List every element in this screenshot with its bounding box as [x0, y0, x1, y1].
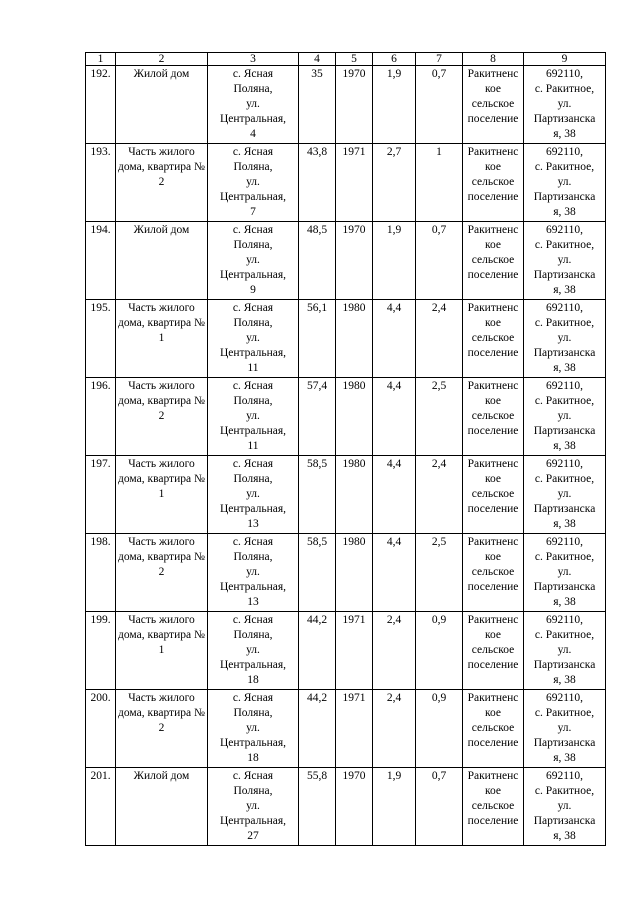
col6-value: 2,4 [373, 612, 416, 690]
object-address-line: 13 [247, 596, 259, 608]
settlement-name [463, 612, 524, 690]
row-number: 198. [86, 534, 116, 612]
holder-address-line: Партизанска [533, 737, 596, 749]
object-address [208, 144, 299, 222]
object-address-line: ул. [246, 722, 260, 734]
settlement-name-line: сельское [471, 644, 515, 656]
object-name: Часть жилого дома, квартира № 1 [116, 456, 208, 534]
holder-address [524, 534, 606, 612]
property-registry-table [85, 52, 606, 846]
table-row [86, 534, 606, 612]
holder-address-line: я, 38 [553, 674, 576, 686]
area-value: 56,1 [299, 300, 336, 378]
settlement-name-line: кое [485, 317, 501, 329]
holder-address [524, 612, 606, 690]
object-address-line: 27 [247, 830, 259, 842]
object-address-line: ул. [246, 254, 260, 266]
holder-address-line: 692110, [546, 770, 583, 782]
object-address-line: с. Ясная [232, 380, 274, 392]
holder-address-line: я, 38 [553, 518, 576, 530]
holder-address-line: Партизанска [533, 659, 596, 671]
holder-address-line: 692110, [546, 146, 583, 158]
object-address-line: ул. [246, 410, 260, 422]
holder-address-line: я, 38 [553, 830, 576, 842]
holder-address-line: с. Ракитное, [534, 629, 595, 641]
settlement-name-line: Ракитненс [467, 458, 519, 470]
holder-address-line: я, 38 [553, 440, 576, 452]
object-address-line: с. Ясная [232, 224, 274, 236]
table-row [86, 690, 606, 768]
object-address [208, 378, 299, 456]
col7-value: 0,9 [416, 690, 463, 768]
holder-address-line: Партизанска [533, 815, 596, 827]
column-header: 1 [86, 53, 116, 66]
col6-value: 1,9 [373, 222, 416, 300]
object-address-line: ул. [246, 176, 260, 188]
settlement-name-line: Ракитненс [467, 302, 519, 314]
object-name: Часть жилого дома, квартира № 1 [116, 300, 208, 378]
object-address-line: Поляна, [233, 395, 273, 407]
object-address-line: Поляна, [233, 161, 273, 173]
col6-value: 4,4 [373, 456, 416, 534]
holder-address-line: с. Ракитное, [534, 551, 595, 563]
settlement-name-line: Ракитненс [467, 692, 519, 704]
col7-value: 0,9 [416, 612, 463, 690]
holder-address-line: ул. [557, 488, 572, 500]
col6-value: 4,4 [373, 378, 416, 456]
col7-value: 0,7 [416, 768, 463, 846]
settlement-name-line: Ракитненс [467, 224, 519, 236]
settlement-name-line: кое [485, 629, 501, 641]
holder-address [524, 144, 606, 222]
row-number: 199. [86, 612, 116, 690]
holder-address-line: 692110, [546, 302, 583, 314]
object-name: Жилой дом [116, 768, 208, 846]
settlement-name-line: кое [485, 239, 501, 251]
holder-address-line: я, 38 [553, 596, 576, 608]
object-name: Часть жилого дома, квартира № 2 [116, 534, 208, 612]
table-row [86, 612, 606, 690]
settlement-name-line: сельское [471, 488, 515, 500]
settlement-name-line: поселение [467, 113, 519, 125]
col6-value: 2,4 [373, 690, 416, 768]
settlement-name-line: кое [485, 161, 501, 173]
holder-address-line: 692110, [546, 68, 583, 80]
object-address-line: ул. [246, 488, 260, 500]
holder-address-line: я, 38 [553, 128, 576, 140]
object-address-line: Центральная, [219, 581, 287, 593]
object-name: Жилой дом [116, 222, 208, 300]
holder-address-line: Партизанска [533, 269, 596, 281]
object-address-line: Центральная, [219, 191, 287, 203]
object-address-line: Центральная, [219, 269, 287, 281]
row-number: 194. [86, 222, 116, 300]
settlement-name-line: сельское [471, 98, 515, 110]
object-address [208, 456, 299, 534]
holder-address [524, 222, 606, 300]
object-name: Часть жилого дома, квартира № 2 [116, 690, 208, 768]
year-value: 1971 [336, 144, 373, 222]
holder-address [524, 300, 606, 378]
holder-address-line: Партизанска [533, 347, 596, 359]
row-number: 192. [86, 66, 116, 144]
object-address-line: Поляна, [233, 239, 273, 251]
object-address-line: ул. [246, 566, 260, 578]
table-row [86, 456, 606, 534]
object-name: Часть жилого дома, квартира № 1 [116, 612, 208, 690]
object-address-line: 7 [250, 206, 256, 218]
object-address-line: ул. [246, 332, 260, 344]
holder-address-line: ул. [557, 176, 572, 188]
settlement-name [463, 144, 524, 222]
settlement-name-line: кое [485, 785, 501, 797]
settlement-name-line: кое [485, 707, 501, 719]
object-address-line: 4 [250, 128, 256, 140]
object-address-line: 11 [247, 362, 259, 374]
holder-address [524, 690, 606, 768]
settlement-name-line: кое [485, 83, 501, 95]
holder-address-line: с. Ракитное, [534, 317, 595, 329]
year-value: 1980 [336, 300, 373, 378]
settlement-name [463, 300, 524, 378]
object-address-line: ул. [246, 98, 260, 110]
object-address-line: Поляна, [233, 785, 273, 797]
table-row [86, 66, 606, 144]
object-address [208, 768, 299, 846]
object-address [208, 612, 299, 690]
column-header: 3 [208, 53, 299, 66]
settlement-name-line: сельское [471, 566, 515, 578]
column-header: 5 [336, 53, 373, 66]
holder-address-line: Партизанска [533, 581, 596, 593]
table-row [86, 378, 606, 456]
object-address-line: с. Ясная [232, 302, 274, 314]
holder-address-line: 692110, [546, 458, 583, 470]
settlement-name-line: Ракитненс [467, 68, 519, 80]
settlement-name [463, 534, 524, 612]
settlement-name-line: поселение [467, 269, 519, 281]
area-value: 44,2 [299, 612, 336, 690]
object-address-line: Центральная, [219, 815, 287, 827]
settlement-name-line: сельское [471, 410, 515, 422]
settlement-name-line: поселение [467, 581, 519, 593]
settlement-name [463, 768, 524, 846]
holder-address-line: Партизанска [533, 113, 596, 125]
table-row [86, 144, 606, 222]
object-address-line: ул. [246, 644, 260, 656]
object-address-line: Центральная, [219, 659, 287, 671]
settlement-name [463, 456, 524, 534]
holder-address-line: с. Ракитное, [534, 785, 595, 797]
settlement-name-line: поселение [467, 737, 519, 749]
settlement-name-line: сельское [471, 722, 515, 734]
object-address-line: Центральная, [219, 425, 287, 437]
column-number-row [86, 53, 606, 66]
holder-address-line: ул. [557, 644, 572, 656]
col7-value: 0,7 [416, 66, 463, 144]
settlement-name-line: поселение [467, 659, 519, 671]
holder-address-line: 692110, [546, 536, 583, 548]
holder-address-line: 692110, [546, 614, 583, 626]
holder-address [524, 66, 606, 144]
holder-address-line: с. Ракитное, [534, 473, 595, 485]
row-number: 193. [86, 144, 116, 222]
col6-value: 1,9 [373, 66, 416, 144]
col7-value: 2,4 [416, 300, 463, 378]
settlement-name-line: Ракитненс [467, 380, 519, 392]
holder-address-line: Партизанска [533, 191, 596, 203]
col6-value: 1,9 [373, 768, 416, 846]
row-number: 195. [86, 300, 116, 378]
holder-address [524, 378, 606, 456]
area-value: 43,8 [299, 144, 336, 222]
object-address-line: Центральная, [219, 737, 287, 749]
object-address [208, 222, 299, 300]
holder-address [524, 768, 606, 846]
area-value: 44,2 [299, 690, 336, 768]
object-address-line: 11 [247, 440, 259, 452]
settlement-name-line: сельское [471, 332, 515, 344]
area-value: 58,5 [299, 534, 336, 612]
column-header: 7 [416, 53, 463, 66]
col6-value: 2,7 [373, 144, 416, 222]
object-address-line: Центральная, [219, 503, 287, 515]
holder-address-line: ул. [557, 98, 572, 110]
column-header: 6 [373, 53, 416, 66]
holder-address-line: с. Ракитное, [534, 707, 595, 719]
holder-address [524, 456, 606, 534]
object-address-line: Центральная, [219, 347, 287, 359]
col7-value: 2,4 [416, 456, 463, 534]
holder-address-line: ул. [557, 800, 572, 812]
col7-value: 0,7 [416, 222, 463, 300]
holder-address-line: с. Ракитное, [534, 395, 595, 407]
area-value: 48,5 [299, 222, 336, 300]
object-address [208, 690, 299, 768]
object-address [208, 534, 299, 612]
row-number: 196. [86, 378, 116, 456]
holder-address-line: 692110, [546, 380, 583, 392]
settlement-name-line: кое [485, 473, 501, 485]
settlement-name-line: кое [485, 551, 501, 563]
year-value: 1970 [336, 222, 373, 300]
object-address-line: с. Ясная [232, 458, 274, 470]
object-address-line: Центральная, [219, 113, 287, 125]
object-address-line: с. Ясная [232, 68, 274, 80]
settlement-name-line: сельское [471, 176, 515, 188]
area-value: 55,8 [299, 768, 336, 846]
holder-address-line: я, 38 [553, 206, 576, 218]
settlement-name-line: сельское [471, 254, 515, 266]
row-number: 201. [86, 768, 116, 846]
settlement-name-line: поселение [467, 347, 519, 359]
holder-address-line: ул. [557, 410, 572, 422]
column-header: 8 [463, 53, 524, 66]
object-address-line: 13 [247, 518, 259, 530]
object-name: Часть жилого дома, квартира № 2 [116, 144, 208, 222]
settlement-name-line: кое [485, 395, 501, 407]
object-address-line: ул. [246, 800, 260, 812]
settlement-name-line: сельское [471, 800, 515, 812]
object-address-line: Поляна, [233, 629, 273, 641]
column-header: 4 [299, 53, 336, 66]
object-name: Часть жилого дома, квартира № 2 [116, 378, 208, 456]
holder-address-line: с. Ракитное, [534, 83, 595, 95]
settlement-name [463, 66, 524, 144]
holder-address-line: ул. [557, 332, 572, 344]
table-row [86, 768, 606, 846]
object-address-line: 18 [247, 674, 259, 686]
object-address [208, 300, 299, 378]
table-body [86, 66, 606, 846]
object-address-line: с. Ясная [232, 770, 274, 782]
object-address-line: 9 [250, 284, 256, 296]
column-header: 9 [524, 53, 606, 66]
object-address-line: 18 [247, 752, 259, 764]
year-value: 1970 [336, 66, 373, 144]
year-value: 1971 [336, 612, 373, 690]
object-address-line: Поляна, [233, 707, 273, 719]
holder-address-line: я, 38 [553, 284, 576, 296]
year-value: 1980 [336, 534, 373, 612]
holder-address-line: Партизанска [533, 425, 596, 437]
settlement-name-line: Ракитненс [467, 536, 519, 548]
year-value: 1980 [336, 378, 373, 456]
object-address-line: Поляна, [233, 551, 273, 563]
settlement-name-line: поселение [467, 503, 519, 515]
object-address-line: с. Ясная [232, 146, 274, 158]
holder-address-line: с. Ракитное, [534, 239, 595, 251]
object-address-line: с. Ясная [232, 692, 274, 704]
area-value: 58,5 [299, 456, 336, 534]
holder-address-line: я, 38 [553, 362, 576, 374]
row-number: 197. [86, 456, 116, 534]
settlement-name-line: поселение [467, 425, 519, 437]
object-address [208, 66, 299, 144]
holder-address-line: 692110, [546, 692, 583, 704]
year-value: 1971 [336, 690, 373, 768]
object-address-line: Поляна, [233, 83, 273, 95]
holder-address-line: ул. [557, 722, 572, 734]
object-name: Жилой дом [116, 66, 208, 144]
holder-address-line: Партизанска [533, 503, 596, 515]
holder-address-line: 692110, [546, 224, 583, 236]
row-number: 200. [86, 690, 116, 768]
col7-value: 1 [416, 144, 463, 222]
area-value: 57,4 [299, 378, 336, 456]
object-address-line: с. Ясная [232, 614, 274, 626]
area-value: 35 [299, 66, 336, 144]
col6-value: 4,4 [373, 534, 416, 612]
object-address-line: Поляна, [233, 317, 273, 329]
column-header: 2 [116, 53, 208, 66]
table-row [86, 300, 606, 378]
holder-address-line: ул. [557, 566, 572, 578]
settlement-name-line: Ракитненс [467, 614, 519, 626]
settlement-name [463, 690, 524, 768]
settlement-name [463, 222, 524, 300]
settlement-name-line: Ракитненс [467, 146, 519, 158]
settlement-name-line: поселение [467, 191, 519, 203]
table-row [86, 222, 606, 300]
col6-value: 4,4 [373, 300, 416, 378]
settlement-name [463, 378, 524, 456]
col7-value: 2,5 [416, 534, 463, 612]
settlement-name-line: Ракитненс [467, 770, 519, 782]
year-value: 1980 [336, 456, 373, 534]
holder-address-line: я, 38 [553, 752, 576, 764]
settlement-name-line: поселение [467, 815, 519, 827]
object-address-line: Поляна, [233, 473, 273, 485]
holder-address-line: с. Ракитное, [534, 161, 595, 173]
object-address-line: с. Ясная [232, 536, 274, 548]
year-value: 1970 [336, 768, 373, 846]
col7-value: 2,5 [416, 378, 463, 456]
holder-address-line: ул. [557, 254, 572, 266]
